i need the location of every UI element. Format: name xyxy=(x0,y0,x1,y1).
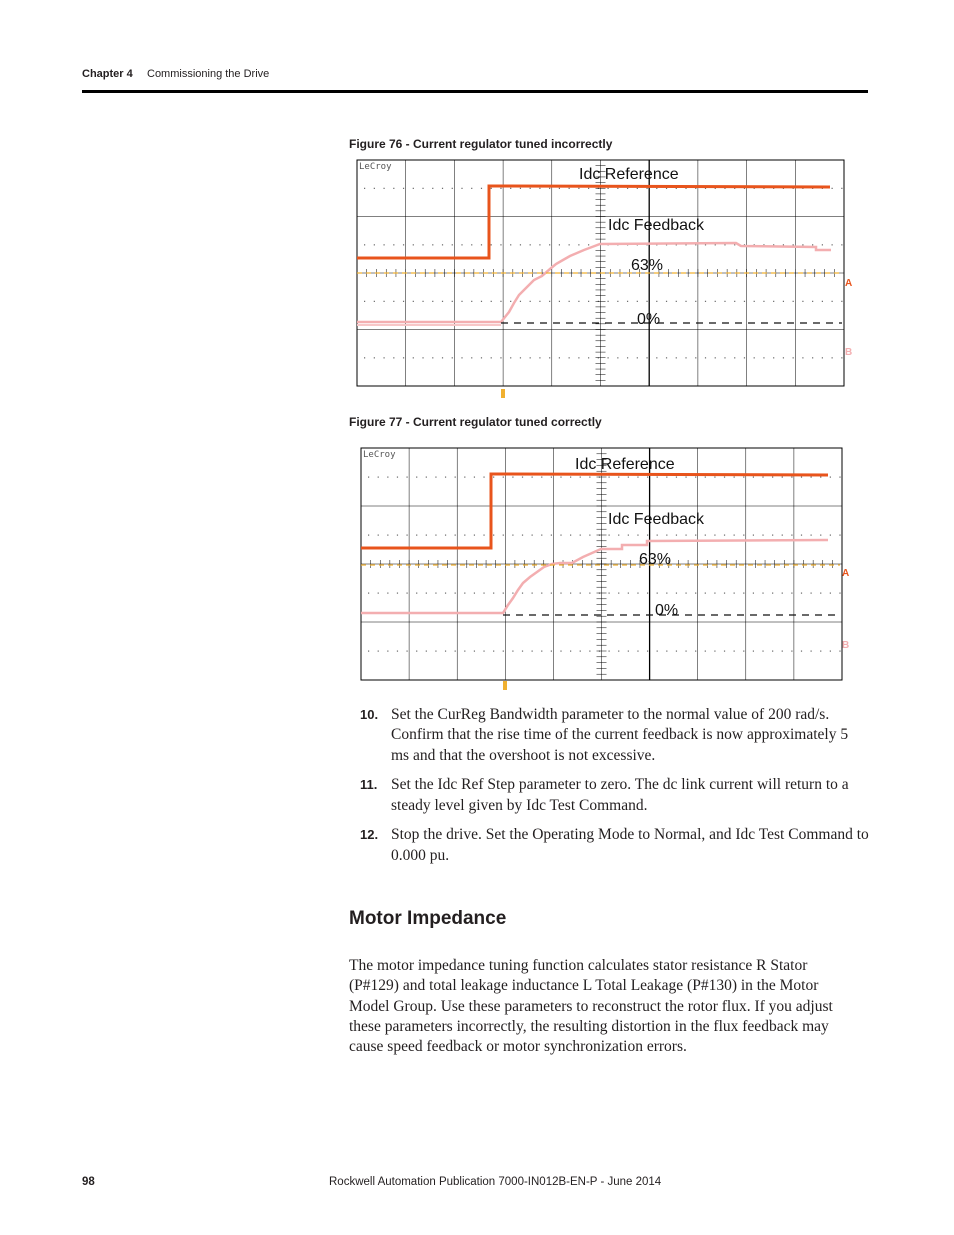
channel-a-marker: A xyxy=(845,278,853,289)
step-text: Set the CurReg Bandwidth parameter to the normal value of 200 rad/s. Confirm that the rise time of the current feedback is now approximately 5 ms and that the overshoot is not excessive. xyxy=(391,706,849,764)
step-number: 11. xyxy=(360,777,378,793)
publication-id: Rockwell Automation Publication 7000-IN012B-EN-P - June 2014 xyxy=(329,1176,662,1188)
procedure-steps xyxy=(360,705,870,876)
trigger-marker xyxy=(501,389,505,398)
figure-77-oscilloscope xyxy=(360,447,854,691)
page-number: 98 xyxy=(82,1176,95,1188)
trigger-marker xyxy=(503,681,507,690)
step-text: Stop the drive. Set the Operating Mode to Normal, and Idc Test Command to 0.000 pu. xyxy=(391,826,869,864)
idc-feedback-trace xyxy=(357,243,831,322)
list-item xyxy=(360,775,870,816)
idc-reference-label: Idc Reference xyxy=(575,456,675,473)
step-text: Set the Idc Ref Step parameter to zero. The dc link current will return to a steady level given by Idc Test Command. xyxy=(391,776,849,814)
idc-feedback-label: Idc Feedback xyxy=(608,217,705,234)
section-paragraph: The motor impedance tuning function calculates stator resistance R Stator (P#129) and total leakage inductance L Total Leakage (P#130) in the Motor Model Group. Use these parameters to reconstruct the rotor flux. If you adjust these parameters incorrectly, the resulting distortion in the flux feedback may cause speed feedback or motor synchronization errors. xyxy=(349,957,833,1056)
label-0-percent: 0% xyxy=(655,602,679,619)
page-header xyxy=(82,66,868,93)
channel-b-marker: B xyxy=(842,640,850,651)
channel-a-marker: A xyxy=(842,568,850,579)
scope-brand: LeCroy xyxy=(363,450,396,460)
idc-feedback-label: Idc Feedback xyxy=(608,511,705,528)
figure-76-caption: Figure 76 - Current regulator tuned incorrectly xyxy=(349,137,613,151)
label-0-percent: 0% xyxy=(637,311,661,328)
channel-b-marker: B xyxy=(845,347,853,358)
scope-grid xyxy=(361,448,842,680)
figure-77-caption: Figure 77 - Current regulator tuned correctly xyxy=(349,415,602,429)
list-item xyxy=(360,825,870,866)
chapter-title: Commissioning the Drive xyxy=(147,68,270,80)
figure-76-oscilloscope xyxy=(356,159,856,399)
idc-reference-trace xyxy=(361,474,828,548)
chapter-number: Chapter 4 xyxy=(82,68,133,80)
scope-brand: LeCroy xyxy=(359,162,392,172)
step-number: 12. xyxy=(360,827,379,843)
idc-reference-label: Idc Reference xyxy=(579,166,679,183)
list-item xyxy=(360,705,870,766)
idc-feedback-trace xyxy=(361,540,828,613)
section-heading: Motor Impedance xyxy=(349,908,507,929)
step-number: 10. xyxy=(360,707,379,722)
label-63-percent: 63% xyxy=(639,551,672,568)
label-63-percent: 63% xyxy=(631,257,664,274)
